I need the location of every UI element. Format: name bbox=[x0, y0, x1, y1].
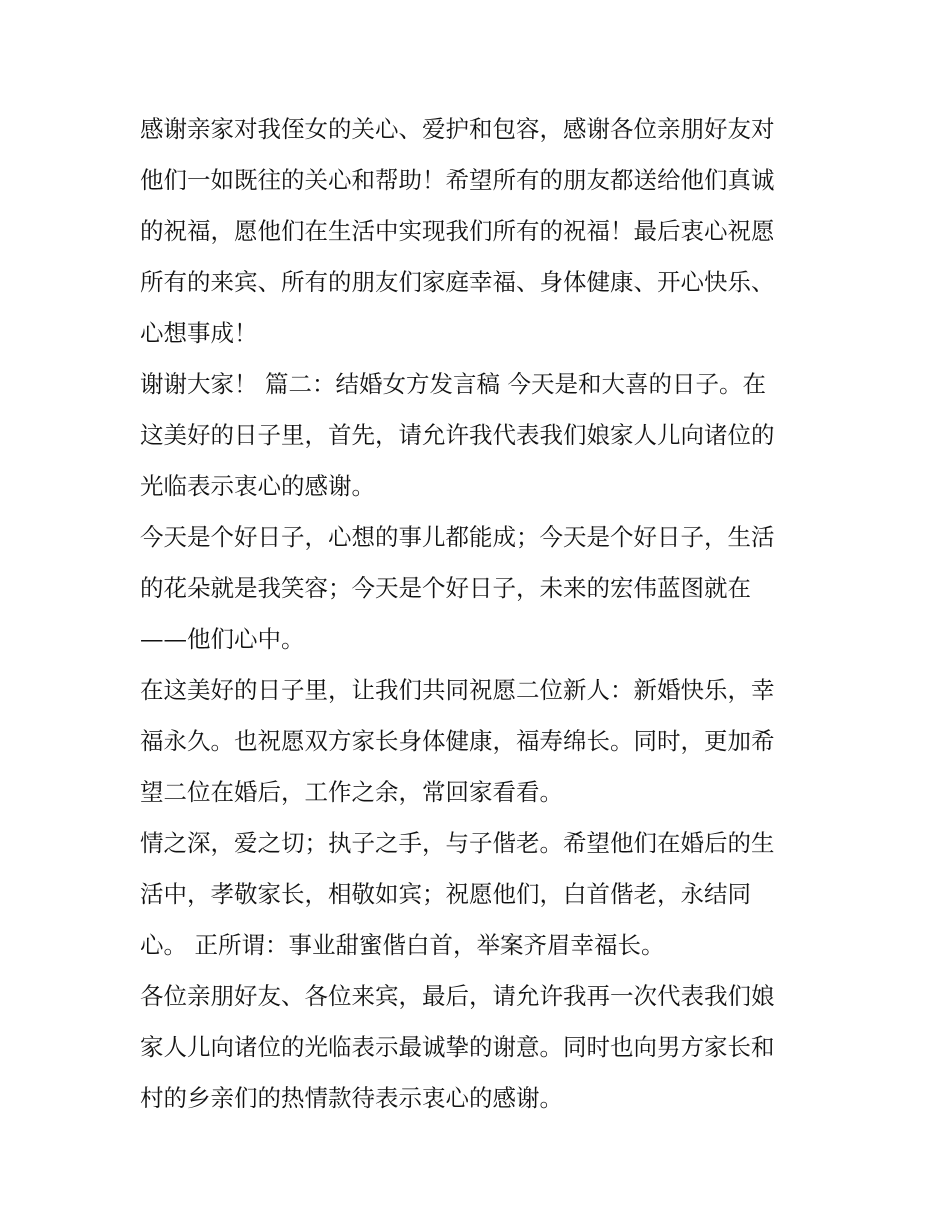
text-line: 这美好的日子里，首先，请允许我代表我们娘家人儿向诸位的 bbox=[140, 421, 775, 449]
text-line: 今天是个好日子，心想的事儿都能成；今天是个好日子，生活 bbox=[140, 523, 775, 551]
text-line: 所有的来宾、所有的朋友们家庭幸福、身体健康、开心快乐、 bbox=[140, 268, 775, 296]
text-line: 光临表示衷心的感谢。 bbox=[140, 472, 375, 500]
paragraph-2 bbox=[140, 359, 820, 512]
paragraph-4 bbox=[140, 665, 820, 818]
text-line: 感谢亲家对我侄女的关心、爱护和包容，感谢各位亲朋好友对 bbox=[140, 115, 775, 143]
text-line: 福永久。也祝愿双方家长身体健康，福寿绵长。同时，更加希 bbox=[140, 727, 775, 755]
text-line: 的祝福，愿他们在生活中实现我们所有的祝福！最后衷心祝愿 bbox=[140, 217, 775, 245]
text-line: ——他们心中。 bbox=[140, 625, 305, 653]
text-line: 家人儿向诸位的光临表示最诚挚的谢意。同时也向男方家长和 bbox=[140, 1033, 775, 1061]
text-line: 情之深，爱之切；执子之手，与子偕老。希望他们在婚后的生 bbox=[140, 829, 775, 857]
paragraph-3 bbox=[140, 512, 820, 665]
paragraph-6 bbox=[140, 971, 820, 1124]
document-body bbox=[140, 104, 820, 1124]
text-line: 谢谢大家！ 篇二：结婚女方发言稿 今天是和大喜的日子。在 bbox=[140, 370, 766, 398]
text-line: 他们一如既往的关心和帮助！希望所有的朋友都送给他们真诚 bbox=[140, 166, 775, 194]
paragraph-1 bbox=[140, 104, 820, 359]
text-line: 望二位在婚后，工作之余，常回家看看。 bbox=[140, 778, 563, 806]
text-line: 在这美好的日子里，让我们共同祝愿二位新人：新婚快乐，幸 bbox=[140, 676, 775, 704]
paragraph-5 bbox=[140, 818, 820, 971]
text-line: 心。 正所谓：事业甜蜜偕白首，举案齐眉幸福长。 bbox=[140, 931, 665, 959]
text-line: 的花朵就是我笑容；今天是个好日子，未来的宏伟蓝图就在 bbox=[140, 574, 751, 602]
text-line: 各位亲朋好友、各位来宾，最后，请允许我再一次代表我们娘 bbox=[140, 982, 775, 1010]
text-line: 心想事成！ bbox=[140, 319, 258, 347]
text-line: 村的乡亲们的热情款待表示衷心的感谢。 bbox=[140, 1084, 563, 1112]
text-line: 活中，孝敬家长，相敬如宾；祝愿他们，白首偕老，永结同 bbox=[140, 880, 751, 908]
